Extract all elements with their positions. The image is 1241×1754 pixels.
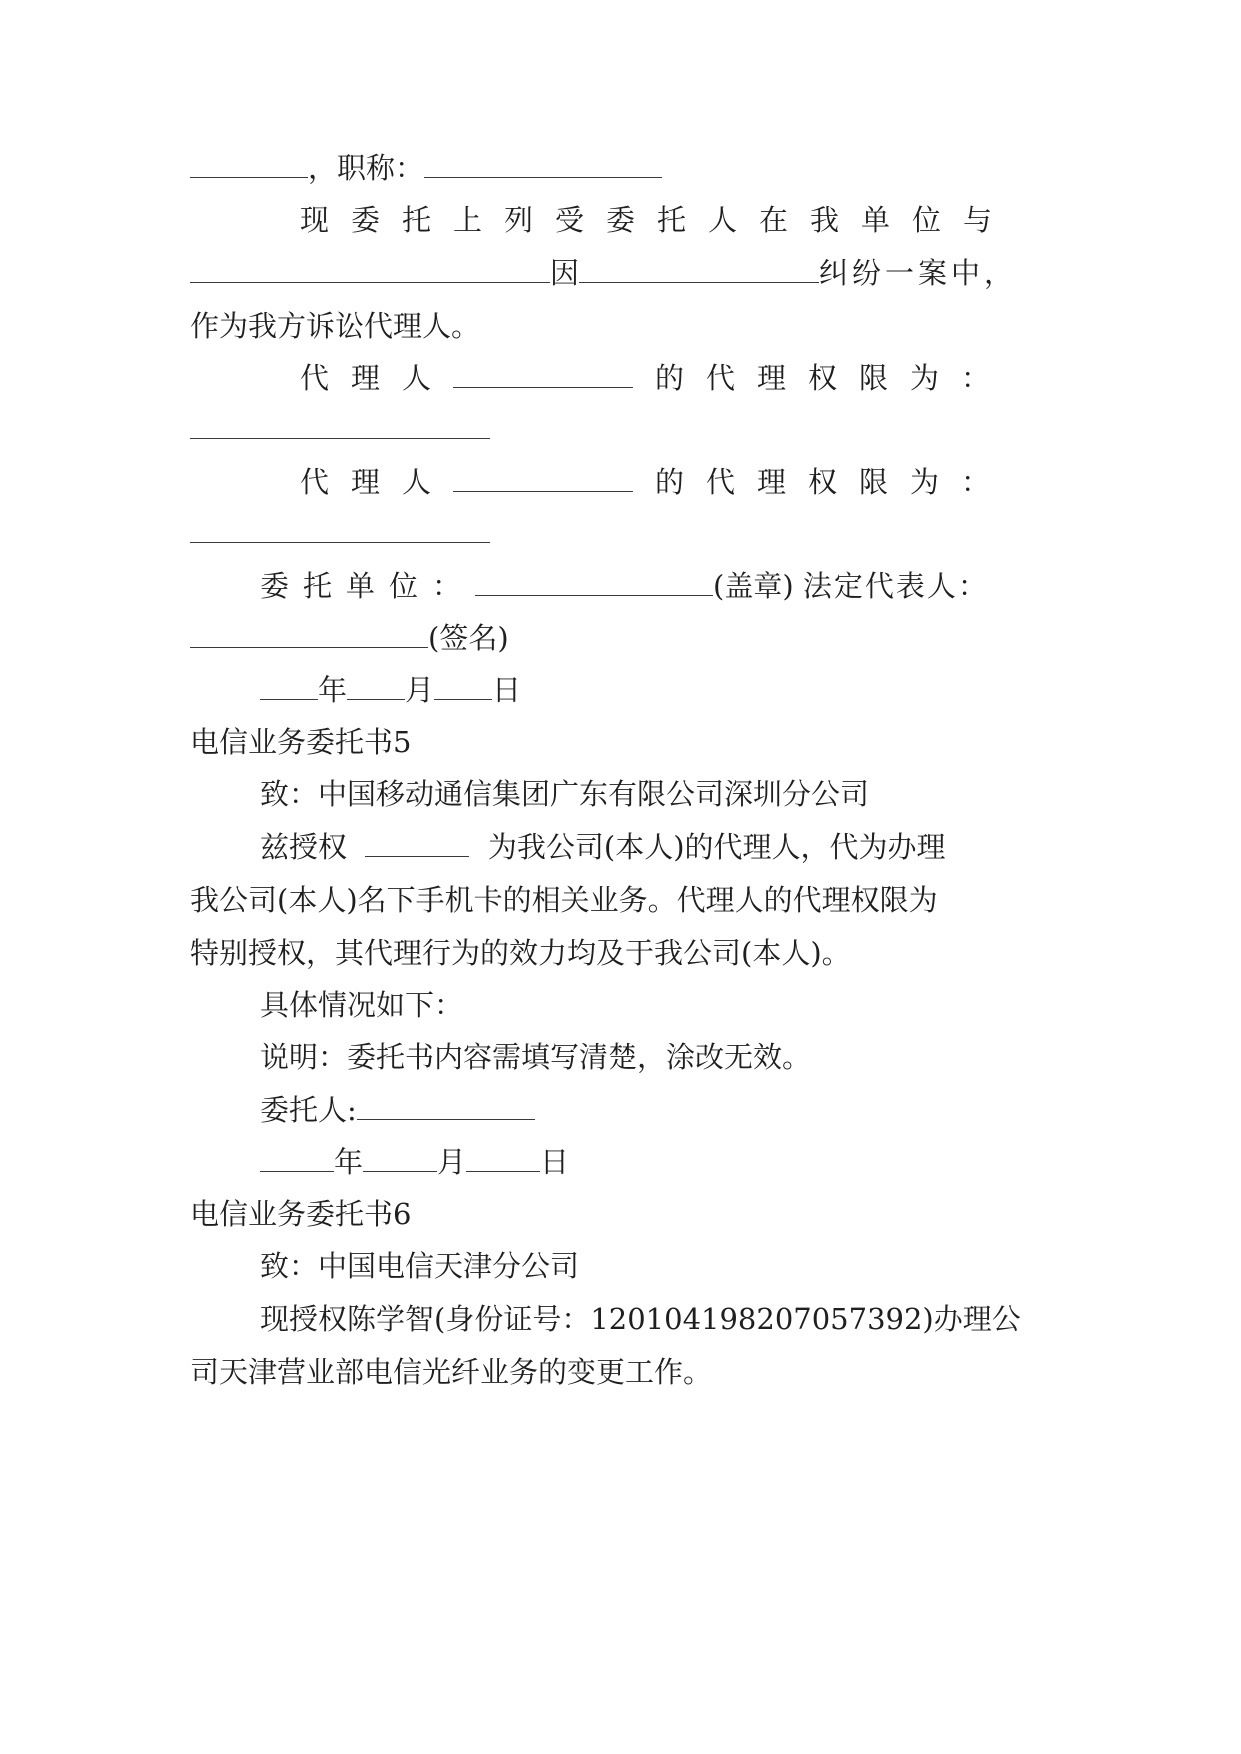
- doc6-auth-line1: 现授权陈学智(身份证号：120104198207057392)办理公: [260, 1302, 1021, 1336]
- party-blank[interactable]: [190, 254, 550, 283]
- month-blank[interactable]: [347, 671, 405, 700]
- doc5-note: 说明：委托书内容需填写清楚，涂改无效。: [260, 1040, 812, 1074]
- doc5-agent-blank[interactable]: [365, 828, 469, 857]
- agent1-scope-blank[interactable]: [190, 438, 490, 439]
- cause-label: 因: [550, 256, 580, 290]
- doc5-principal-line: [260, 1090, 535, 1130]
- doc5-title: 电信业务委托书5: [190, 725, 412, 759]
- doc6-auth-line2: 司天津营业部电信光纤业务的变更工作。: [190, 1355, 713, 1389]
- title-label: ，职称：: [308, 151, 425, 185]
- agent2-prefix: 代理人: [300, 465, 454, 499]
- entrust-unit-label: 委托单位：: [260, 569, 476, 603]
- day-blank[interactable]: [434, 671, 492, 700]
- year-label: 年: [318, 673, 348, 707]
- agent2-scope-blank[interactable]: [190, 542, 490, 543]
- cause-blank[interactable]: [579, 254, 819, 283]
- title-blank[interactable]: [424, 149, 662, 178]
- agent1-prefix: 代理人: [300, 361, 454, 395]
- entrust-unit-line: [260, 566, 989, 606]
- agent-role-line: 作为我方诉讼代理人。: [190, 309, 481, 343]
- date-line: [260, 670, 521, 710]
- day-label: 日: [492, 673, 522, 707]
- name-blank[interactable]: [190, 149, 308, 178]
- agent2-blank[interactable]: [453, 463, 633, 492]
- doc5-principal-blank[interactable]: [357, 1091, 535, 1120]
- dispute-line: [190, 253, 1017, 293]
- doc6-title: 电信业务委托书6: [190, 1197, 412, 1231]
- doc5-details: 具体情况如下：: [260, 988, 464, 1022]
- doc5-auth-line3: 特别授权，其代理行为的效力均及于我公司(本人)。: [190, 936, 851, 970]
- stamp-label: (盖章): [713, 569, 794, 603]
- doc5-date-line: [260, 1142, 569, 1182]
- legal-rep-label: 法定代表人：: [802, 569, 989, 603]
- dispute-tail: 纠纷一案中，: [819, 256, 1018, 290]
- year-blank[interactable]: [260, 671, 318, 700]
- doc5-auth-line: [260, 827, 946, 867]
- sign-label: (签名): [428, 621, 509, 655]
- doc5-day-blank[interactable]: [466, 1143, 540, 1172]
- doc5-principal-label: 委托人:: [260, 1093, 357, 1127]
- doc5-auth-prefix: 兹授权: [260, 830, 348, 864]
- agent1-suffix: 的代理权限为：: [655, 361, 1013, 395]
- doc5-auth-suffix: 为我公司(本人)的代理人，代为办理: [487, 830, 946, 864]
- doc5-year-blank[interactable]: [260, 1143, 334, 1172]
- doc6-to: 致：中国电信天津分公司: [260, 1249, 580, 1283]
- doc5-year-label: 年: [334, 1145, 364, 1179]
- agent1-blank[interactable]: [453, 359, 633, 388]
- doc5-day-label: 日: [540, 1145, 570, 1179]
- doc5-month-label: 月: [437, 1145, 467, 1179]
- entrust-unit-blank[interactable]: [475, 567, 713, 596]
- doc5-to: 致：中国移动通信集团广东有限公司深圳分公司: [260, 777, 870, 811]
- sign-line: [190, 618, 509, 658]
- agent2-suffix: 的代理权限为：: [655, 465, 1013, 499]
- title-line: [190, 148, 662, 188]
- doc5-auth-line2: 我公司(本人)名下手机卡的相关业务。代理人的代理权限为: [190, 883, 938, 917]
- doc5-month-blank[interactable]: [363, 1143, 437, 1172]
- legal-rep-blank[interactable]: [190, 619, 428, 648]
- agent1-line: [300, 358, 1012, 398]
- month-label: 月: [405, 673, 435, 707]
- agent2-line: [300, 462, 1012, 502]
- entrust-text-line: 现委托上列受委托人在我单位与: [300, 203, 1015, 237]
